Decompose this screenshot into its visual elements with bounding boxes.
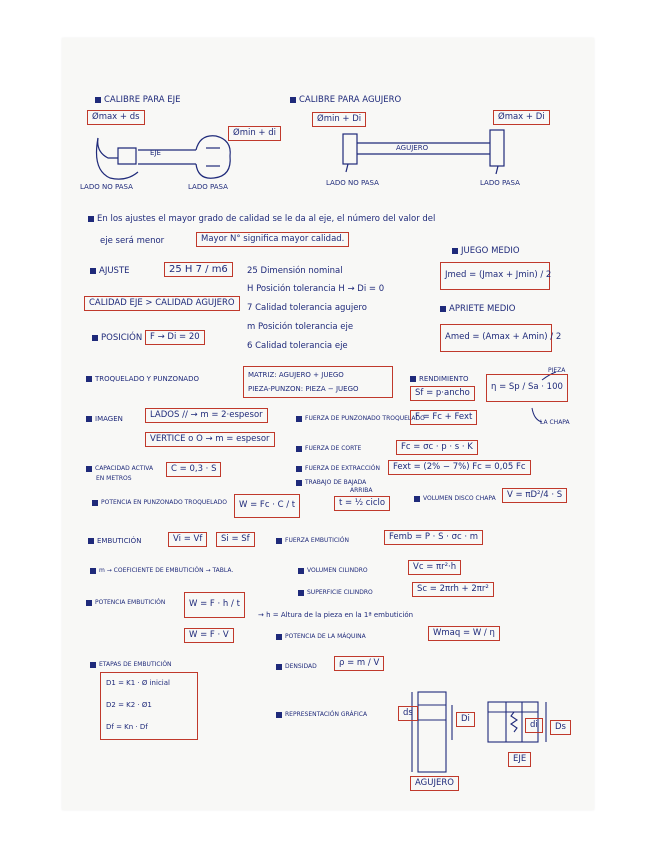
bullet-icon (296, 416, 302, 422)
rep-agujero-box: AGUJERO (410, 776, 459, 791)
bullet-icon (90, 268, 96, 274)
bullet-icon (86, 416, 92, 422)
vol-cil-title (298, 566, 368, 576)
bullet-icon (92, 500, 98, 506)
fuerza-emb-title (276, 536, 349, 546)
rendimiento-note-1: PIEZA (548, 367, 566, 374)
potencia-emb-title (86, 598, 165, 608)
bullet-icon (95, 97, 101, 103)
bullet-icon (298, 590, 304, 596)
etapas-item-0: D1 = K1 · Ø inicial (106, 679, 170, 687)
potencia-maquina-box: Wmaq = W / η (428, 626, 500, 641)
bullet-icon (276, 712, 282, 718)
fuerza-corte-box: Fc = σc · p · s · K (396, 440, 478, 455)
bullet-icon (90, 662, 96, 668)
bullet-icon (410, 376, 416, 382)
calibre-agujero-title (290, 95, 401, 105)
rep-di-box: Di (456, 712, 475, 727)
bullet-icon (276, 634, 282, 640)
ajuste-item-2: 7 Calidad tolerancia agujero (247, 303, 367, 313)
calibre-eje-title (95, 95, 181, 105)
rep-di2-box: di (525, 718, 543, 733)
capacidad-label-2: EN METROS (96, 475, 132, 482)
imagen-label: IMAGEN (95, 415, 123, 423)
fuerza-punzonado-label: FUERZA DE PUNZONADO TROQUELADO (305, 415, 425, 422)
note-line-1-text: En los ajustes el mayor grado de calidad se le da al eje, el número del valor del (97, 214, 436, 224)
bullet-icon (88, 538, 94, 544)
eje-lado-pasa: LADO PASA (188, 183, 228, 191)
bullet-icon (298, 568, 304, 574)
bullet-icon (440, 306, 446, 312)
bullet-icon (290, 97, 296, 103)
embuticion-label: EMBUTICIÓN (97, 537, 142, 545)
fuerza-corte-title (296, 444, 361, 454)
rendimiento-formula: η = Sp / Sa · 100 (486, 374, 568, 402)
ajuste-label: AJUSTE (99, 266, 130, 276)
calibre-eje-label: CALIBRE PARA EJE (104, 95, 181, 105)
etapas-item-1: D2 = K2 · Ø1 (106, 701, 152, 709)
rendimiento-title (410, 374, 469, 384)
bullet-icon (92, 335, 98, 341)
note-line-2: eje será menor (100, 236, 165, 246)
embuticion-title (88, 536, 141, 546)
eje-label: EJE (150, 149, 161, 157)
fuerza-extraccion-title (296, 464, 380, 474)
eje-box-right: Ømin + di (228, 126, 281, 141)
vol-cil-label: VOLUMEN CILINDRO (307, 567, 368, 574)
potencia-label: POTENCIA EN PUNZONADO TROQUELADO (101, 499, 228, 506)
trabajo-sub: ARRIBA (350, 487, 373, 494)
bullet-icon (86, 466, 92, 472)
volumen-disco-formula: V = πD²/4 · S (502, 488, 567, 503)
fuerza-punzonado-box: F = Fc + Fext (410, 410, 477, 425)
juego-formula: Jmed = (Jmax + Jmin) / 2 (440, 262, 550, 290)
bullet-icon (296, 446, 302, 452)
calibre-agujero-label: CALIBRE PARA AGUJERO (299, 95, 402, 105)
troquelado-line-2: PIEZA-PUNZON: PIEZA − JUEGO (248, 385, 359, 393)
note-line-1 (88, 214, 435, 224)
representacion-title (276, 710, 367, 720)
ajuste-box: 25 H 7 / m6 (164, 262, 233, 277)
juego-title (452, 246, 520, 256)
rep-ds-box: ds (398, 706, 418, 721)
potencia-maquina-title (276, 632, 366, 642)
agujero-lado-pasa: LADO PASA (480, 179, 520, 187)
troquelado-label: TROQUELADO Y PUNZONADO (95, 375, 199, 383)
bullet-icon (86, 600, 92, 606)
bullet-icon (414, 496, 420, 502)
potencia-maquina-label: POTENCIA DE LA MÁQUINA (285, 633, 366, 640)
etapas-title (90, 660, 172, 670)
trabajo-label: TRABAJO DE BAJADA (305, 479, 367, 486)
ajuste-item-1: H Posición tolerancia H → Di = 0 (247, 284, 385, 294)
potencia-emb-label: POTENCIA EMBUTICIÓN (95, 599, 166, 606)
ajuste-item-3: m Posición tolerancia eje (247, 322, 354, 332)
rendimiento-box: Sf = p·ancho (410, 386, 475, 401)
agujero-lado-no-pasa: LADO NO PASA (326, 179, 379, 187)
sup-cil-title (298, 588, 373, 598)
ajuste-item-0: 25 Dimensión nominal (247, 266, 343, 276)
vol-cil-box: Vc = πr²·h (408, 560, 461, 575)
eje-box-left: Ømax + ds (87, 110, 145, 125)
rep-eje-box: EJE (508, 752, 531, 767)
bullet-icon (296, 466, 302, 472)
rendimiento-label: RENDIMIENTO (419, 375, 469, 383)
fuerza-extraccion-label: FUERZA DE EXTRACCIÓN (305, 465, 380, 472)
etapas-label: ETAPAS DE EMBUTICIÓN (99, 661, 172, 668)
apriete-formula: Amed = (Amax + Amin) / 2 (440, 324, 552, 352)
bullet-icon (296, 480, 302, 486)
fuerza-emb-label: FUERZA EMBUTICIÓN (285, 537, 350, 544)
fuerza-punzonado-title (296, 414, 425, 424)
bullet-icon (86, 376, 92, 382)
troquelado-title (86, 374, 199, 384)
rep-ds2-box: Ds (550, 720, 571, 735)
imagen-box-2: VERTICE o O → m = espesor (145, 432, 275, 447)
capacidad-title (86, 464, 153, 474)
note-box: Mayor N° significa mayor calidad. (196, 232, 349, 247)
posicion-title (92, 333, 142, 343)
agujero-box-right: Ømax + Di (493, 110, 550, 125)
sup-cil-label: SUPERFICIE CILINDRO (307, 589, 373, 596)
ajuste-title (90, 266, 130, 276)
bullet-icon (276, 664, 282, 670)
bullet-icon (452, 248, 458, 254)
sup-cil-box: Sc = 2πrh + 2πr² (412, 582, 494, 597)
potencia-emb-box-2: W = F · V (184, 628, 234, 643)
emb-box-1: Vi = Vf (168, 532, 207, 547)
capacidad-box: C = 0,3 · S (166, 462, 221, 477)
bullet-icon (276, 538, 282, 544)
ciclo-box: t = ½ ciclo (334, 496, 390, 511)
calidad-box: CALIDAD EJE > CALIDAD AGUJERO (84, 296, 240, 311)
agujero-label: AGUJERO (396, 144, 429, 152)
densidad-label: DENSIDAD (285, 663, 317, 670)
potencia-box: W = Fc · C / t (234, 494, 300, 518)
representacion-label: REPRESENTACIÓN GRÁFICA (285, 711, 368, 718)
potencia-title (92, 498, 227, 508)
bullet-icon (90, 568, 96, 574)
volumen-disco-title (414, 494, 496, 504)
imagen-title (86, 414, 123, 424)
posicion-label: POSICIÓN (101, 333, 143, 343)
densidad-title (276, 662, 317, 672)
rendimiento-note-2: LA CHAPA (540, 419, 570, 426)
potencia-emb-box: W = F · h / t (184, 592, 245, 618)
juego-label: JUEGO MEDIO (461, 246, 520, 256)
capacidad-label-1: CAPACIDAD ACTIVA (95, 465, 154, 472)
fuerza-corte-label: FUERZA DE CORTE (305, 445, 362, 452)
eje-lado-no-pasa: LADO NO PASA (80, 183, 133, 191)
eje-calibre-drawing (97, 136, 231, 179)
coef-title (90, 566, 233, 576)
troquelado-line-1: MATRIZ: AGUJERO + JUEGO (248, 371, 344, 379)
apriete-title (440, 304, 515, 314)
posicion-box: F → Di = 20 (145, 330, 205, 345)
fuerza-emb-box: Femb = P · S · σc · m (384, 530, 483, 545)
imagen-box-1: LADOS // → m = 2·espesor (145, 408, 268, 423)
agujero-box-left: Ømin + Di (312, 112, 366, 127)
densidad-box: ρ = m / V (334, 656, 384, 671)
coef-label: m → COEFICIENTE DE EMBUTICIÓN → TABLA. (99, 567, 234, 574)
h-note: → h = Altura de la pieza en la 1ª embutición (258, 611, 414, 619)
etapas-item-2: Df = Kn · Df (106, 723, 148, 731)
fuerza-extraccion-box: Fext = (2% − 7%) Fc = 0,05 Fc (388, 460, 531, 475)
apriete-label: APRIETE MEDIO (449, 304, 516, 314)
emb-box-2: Si = Sf (216, 532, 255, 547)
bullet-icon (88, 216, 94, 222)
volumen-disco-label: VOLUMEN DISCO CHAPA (423, 495, 496, 502)
ajuste-item-4: 6 Calidad tolerancia eje (247, 341, 348, 351)
